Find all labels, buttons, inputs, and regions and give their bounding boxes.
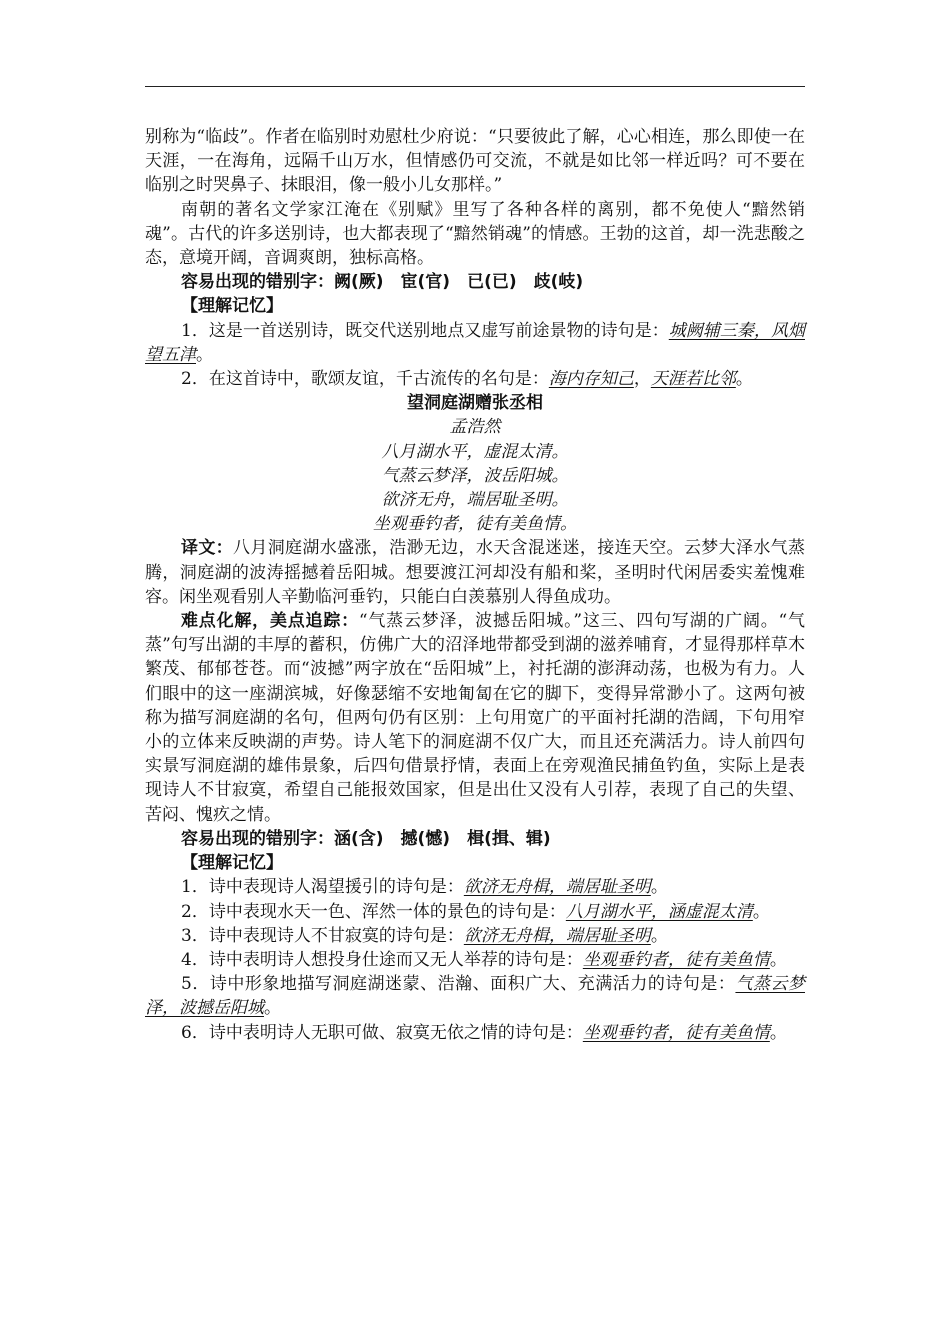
answer-text: 城阙辅三秦，风烟望五津 — [145, 320, 805, 365]
memory-heading-2: 【理解记忆】 — [181, 853, 283, 874]
translation-text: 八月洞庭湖水盛涨，浩渺无边，水天含混迷迷，接连天空。云梦大泽水气蒸腾，洞庭湖的波涛摇撼着岳阳城。想要渡江河却没有船和桨，圣明时代闲居委实羞愧难容。闲坐观看别人辛勤临河垂钓，只能白白羡慕别人得鱼成功。 — [145, 538, 806, 607]
answer-text: 欲济无舟楫，端居耻圣明 — [463, 925, 651, 946]
answer-text: 天涯若比邻 — [650, 369, 736, 390]
intro-paragraph-1: 别称为“临歧”。作者在临别时劝慰杜少府说：“只要彼此了解，心心相连，那么即使一在天涯，一在海角，远隔千山万水，但情感仍可交流，不就是如比邻一样近吗？可不要在临别之时哭鼻子、抹眼泪，像一般小儿女那样。” — [145, 127, 805, 196]
period: 。 — [650, 877, 668, 898]
memory2-item-4 — [145, 948, 805, 972]
period: 。 — [752, 901, 770, 922]
answer-text: 八月湖水平，涵虚混太清 — [565, 901, 753, 922]
question-text: 2．在这首诗中，歌颂友谊，千古流传的名句是： — [181, 369, 549, 390]
document-body — [145, 125, 805, 1045]
translation-label: 译文： — [181, 538, 234, 559]
poem-author: 孟浩然 — [449, 417, 501, 438]
answer-text: 坐观垂钓者，徒有美鱼情 — [582, 949, 770, 970]
memory2-item-1 — [145, 875, 805, 899]
memory-question-2 — [145, 367, 805, 391]
question-text: 3．诗中表现诗人不甘寂寞的诗句是： — [181, 925, 464, 946]
typos-line-1: 容易出现的错别字：阙(厥) 宦(官) 已(已) 歧(岐) — [181, 272, 584, 293]
question-text: 1．诗中表现诗人渴望援引的诗句是： — [181, 877, 464, 898]
period: 。 — [264, 998, 281, 1019]
memory-heading-1: 【理解记忆】 — [181, 296, 283, 317]
analysis-text: “气蒸云梦泽，波撼岳阳城。”这三、四句写湖的广阔。“气蒸”句写出湖的丰厚的蓄积，仿佛广大的沼泽地带都受到湖的滋养哺育，才显得那样草木繁茂、郁郁苍苍。而“波撼”两字放在“岳阳城”上，衬托湖的澎湃动荡，也极为有力。人们眼中的这一座湖滨城，好像瑟缩不安地匍匐在它的脚下，变得异常渺小了。这两句被称为描写洞庭湖的名句，但两句仍有区别：上句用宽广的平面衬托湖的浩阔，下句用窄小的立体来反映湖的声势。诗人笔下的洞庭湖不仅广大，而且还充满活力。诗人前四句实景写洞庭湖的雄伟景象，后四句借景抒情，表面上在旁观渔民捕鱼钓鱼，实际上是表现诗人不甘寂寞，希望自己能报效国家，但是出仕又没有人引荐，表现了自己的失望、苦闷、愧疚之情。 — [145, 611, 806, 825]
answer-text: 欲济无舟楫，端居耻圣明 — [463, 877, 651, 898]
memory2-item-2 — [145, 900, 805, 924]
memory2-item-3 — [145, 924, 805, 948]
poem-line: 坐观垂钓者，徒有美鱼情。 — [373, 514, 577, 535]
analysis-paragraph — [145, 609, 805, 827]
poem-line: 八月湖水平，虚混太清。 — [381, 441, 569, 462]
poem-line: 欲济无舟，端居耻圣明。 — [381, 490, 569, 511]
answer-text: 气蒸云梦泽，波撼岳阳城 — [145, 974, 805, 1019]
header-rule — [145, 86, 805, 87]
period: 。 — [196, 344, 213, 365]
memory2-item-5 — [145, 972, 805, 1020]
memory2-item-6 — [145, 1021, 805, 1045]
period: 。 — [769, 1022, 787, 1043]
question-text: 2．诗中表现水天一色、浑然一体的景色的诗句是： — [181, 901, 566, 922]
poem-line: 气蒸云梦泽，波岳阳城。 — [381, 465, 569, 486]
period: 。 — [735, 369, 753, 390]
analysis-label: 难点化解，美点追踪： — [181, 611, 359, 632]
memory-question-1 — [145, 319, 805, 367]
answer-text: 海内存知己 — [548, 369, 634, 390]
poem-title: 望洞庭湖赠张丞相 — [407, 393, 543, 414]
question-text: 5．诗中形象地描写洞庭湖迷蒙、浩瀚、面积广大、充满活力的诗句是： — [181, 974, 736, 995]
question-text: 6．诗中表明诗人无职可做、寂寞无依之情的诗句是： — [181, 1022, 583, 1043]
separator: ， — [633, 369, 651, 390]
typos-line-2: 容易出现的错别字：涵(含) 撼(憾) 楫(揖、辑) — [181, 828, 551, 849]
question-text: 1．这是一首送别诗，既交代送别地点又虚写前途景物的诗句是： — [181, 320, 669, 341]
translation-paragraph — [145, 536, 805, 609]
question-text: 4．诗中表明诗人想投身仕途而又无人举荐的诗句是： — [181, 949, 583, 970]
answer-text: 坐观垂钓者，徒有美鱼情 — [582, 1022, 770, 1043]
intro-paragraph-2: 南朝的著名文学家江淹在《别赋》里写了各种各样的离别，都不免使人“黯然销魂”。古代的许多送别诗，也大都表现了“黯然销魂”的情感。王勃的这首，却一洗悲酸之态，意境开阔，音调爽朗，独标高格。 — [145, 199, 805, 269]
period: 。 — [769, 949, 787, 970]
period: 。 — [650, 925, 668, 946]
